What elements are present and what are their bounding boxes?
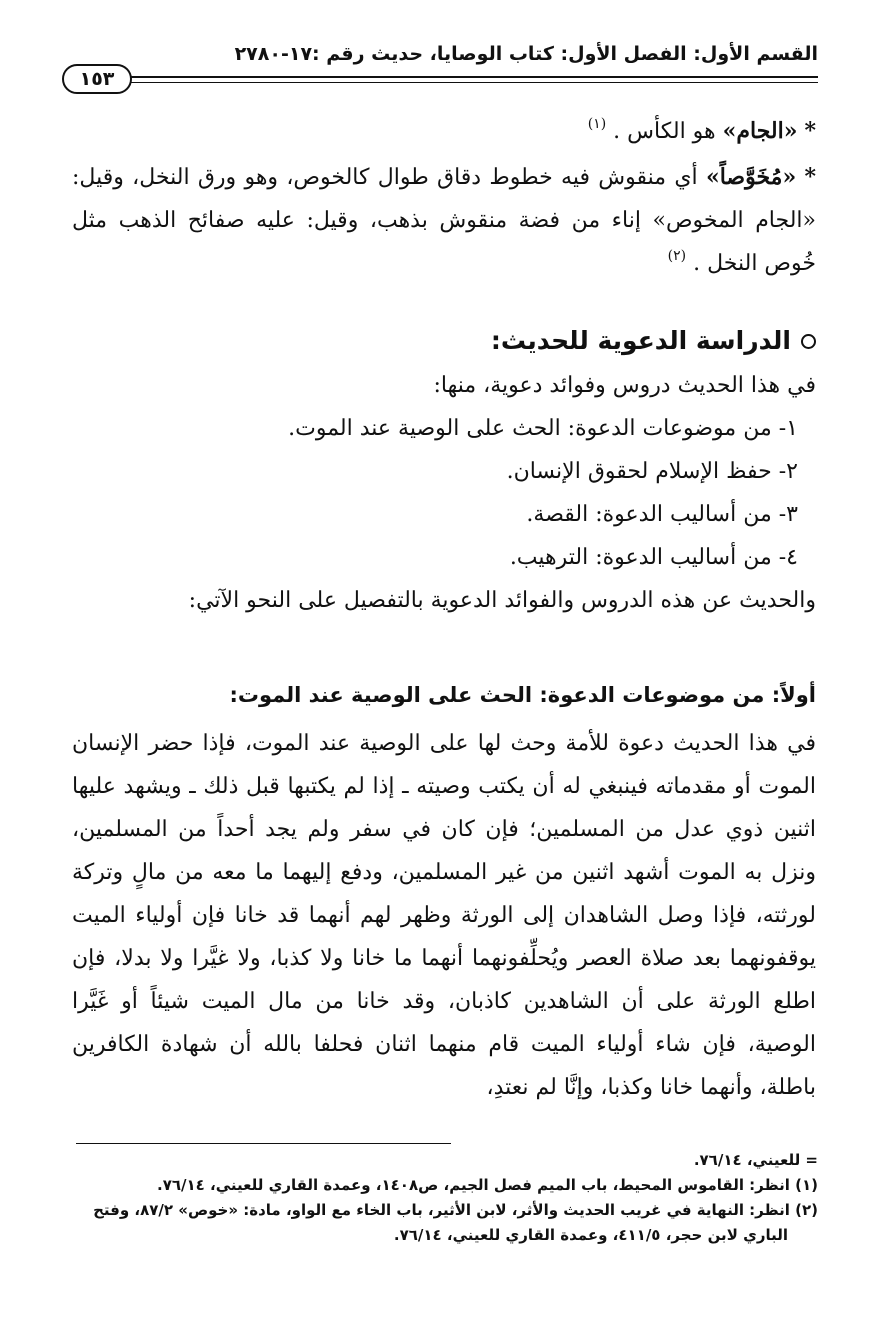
list-item: ٢- حفظ الإسلام لحقوق الإنسان. bbox=[506, 459, 798, 484]
definition-term: «مُخَوَّصاً» bbox=[705, 164, 797, 190]
definitions-block bbox=[72, 110, 816, 288]
definition-jam bbox=[72, 110, 816, 156]
page-number: ١٥٣ bbox=[79, 67, 115, 90]
header-rule-thin bbox=[130, 82, 818, 83]
star-bullet: * bbox=[804, 164, 817, 190]
subsection-heading: أولاً: من موضوعات الدعوة: الحث على الوصية عند الموت: bbox=[229, 683, 816, 707]
list-item: ٣- من أساليب الدعوة: القصة. bbox=[526, 502, 798, 527]
footnote-continuation: = للعيني، ٧٦/١٤. bbox=[693, 1151, 818, 1169]
header-rule bbox=[130, 76, 818, 78]
page-number-badge bbox=[62, 64, 132, 94]
section-intro: في هذا الحديث دروس وفوائد دعوية، منها: bbox=[433, 373, 816, 398]
footnote-1: (١) انظر: القاموس المحيط، باب الميم فصل الجيم، ص١٤٠٨، وعمدة القاري للعيني، ٧٦/١٤. bbox=[157, 1176, 818, 1194]
definition-text: أي منقوش فيه خطوط دقاق طوال كالخوص، وهو ورق النخل، وقيل: «الجام المخوص» إناء من فضة منقوش بذهب، وقيل: عليه صفائح الذهب مثل خُوص النخل . bbox=[72, 165, 816, 276]
footnotes bbox=[73, 1148, 818, 1248]
footnote-2: (٢) انظر: النهاية في غريب الحديث والأثر، لابن الأثير، باب الخاء مع الواو، مادة: «خوص» ٨٧/٢، وفتح bbox=[93, 1201, 818, 1219]
footnote-2-continued: الباري لابن حجر، ٤١١/٥، وعمدة القاري للعيني، ٧٦/١٤. bbox=[393, 1226, 788, 1244]
footnote-ref: (٢) bbox=[667, 248, 687, 264]
footnote-ref: (١) bbox=[587, 116, 607, 132]
list-item: ٤- من أساليب الدعوة: الترهيب. bbox=[509, 545, 798, 570]
definition-text: هو الكأس . bbox=[613, 119, 723, 144]
section-outro: والحديث عن هذه الدروس والفوائد الدعوية بالتفصيل على النحو الآتي: bbox=[188, 588, 816, 613]
footnote-separator bbox=[76, 1143, 451, 1144]
subsection-paragraph: في هذا الحديث دعوة للأمة وحث لها على الوصية عند الموت، فإذا حضر الإنسان الموت أو مقدماته فينبغي له أن يكتب وصيته ـ إذا لم يكتبها قبل ذلك ـ ويشهد عليها اثنين ذوي عدل من المسلمين؛ فإن كان في سفر ولم يجد أحداً من المسلمين، ونزل به الموت أشهد اثنين من غير المسلمين، ودفع إليهما ما معه من مالٍ وتركة لورثته، فإذا وصل الشاهدان إلى الورثة وظهر لهم أنهما قد خانا فإن أولياء الميت يوقفونهما بعد صلاة العصر ويُحلِّفونهما أنهما ما خانا ولا كذبا، ولا غيَّرا ولا بدلا، فإن اطلع الورثة على أن الشاهدين كاذبان، وقد خانا من مال الميت شيئاً أو غَيَّرا الوصية، فإن شاء أولياء الميت قام منهما اثنان فحلفا بالله أن شهادة الكافرين باطلة، وأنهما خانا وكذبا، وإنَّا لم نعتدِ، bbox=[72, 731, 816, 1100]
definition-mukhawwas bbox=[72, 156, 816, 288]
dawah-study-section bbox=[72, 318, 816, 622]
list-item: ١- من موضوعات الدعوة: الحث على الوصية عند الموت. bbox=[288, 416, 798, 441]
running-header-title: القسم الأول: الفصل الأول: كتاب الوصايا، حديث رقم :١٧-٢٧٨٠ bbox=[234, 43, 818, 65]
definition-term: «الجام» bbox=[722, 118, 798, 144]
star-bullet: * bbox=[804, 118, 816, 144]
section-heading bbox=[72, 318, 816, 364]
circle-bullet-icon bbox=[801, 334, 816, 349]
section-heading-text: الدراسة الدعوية للحديث: bbox=[490, 326, 791, 355]
first-topic-section bbox=[72, 672, 816, 1109]
